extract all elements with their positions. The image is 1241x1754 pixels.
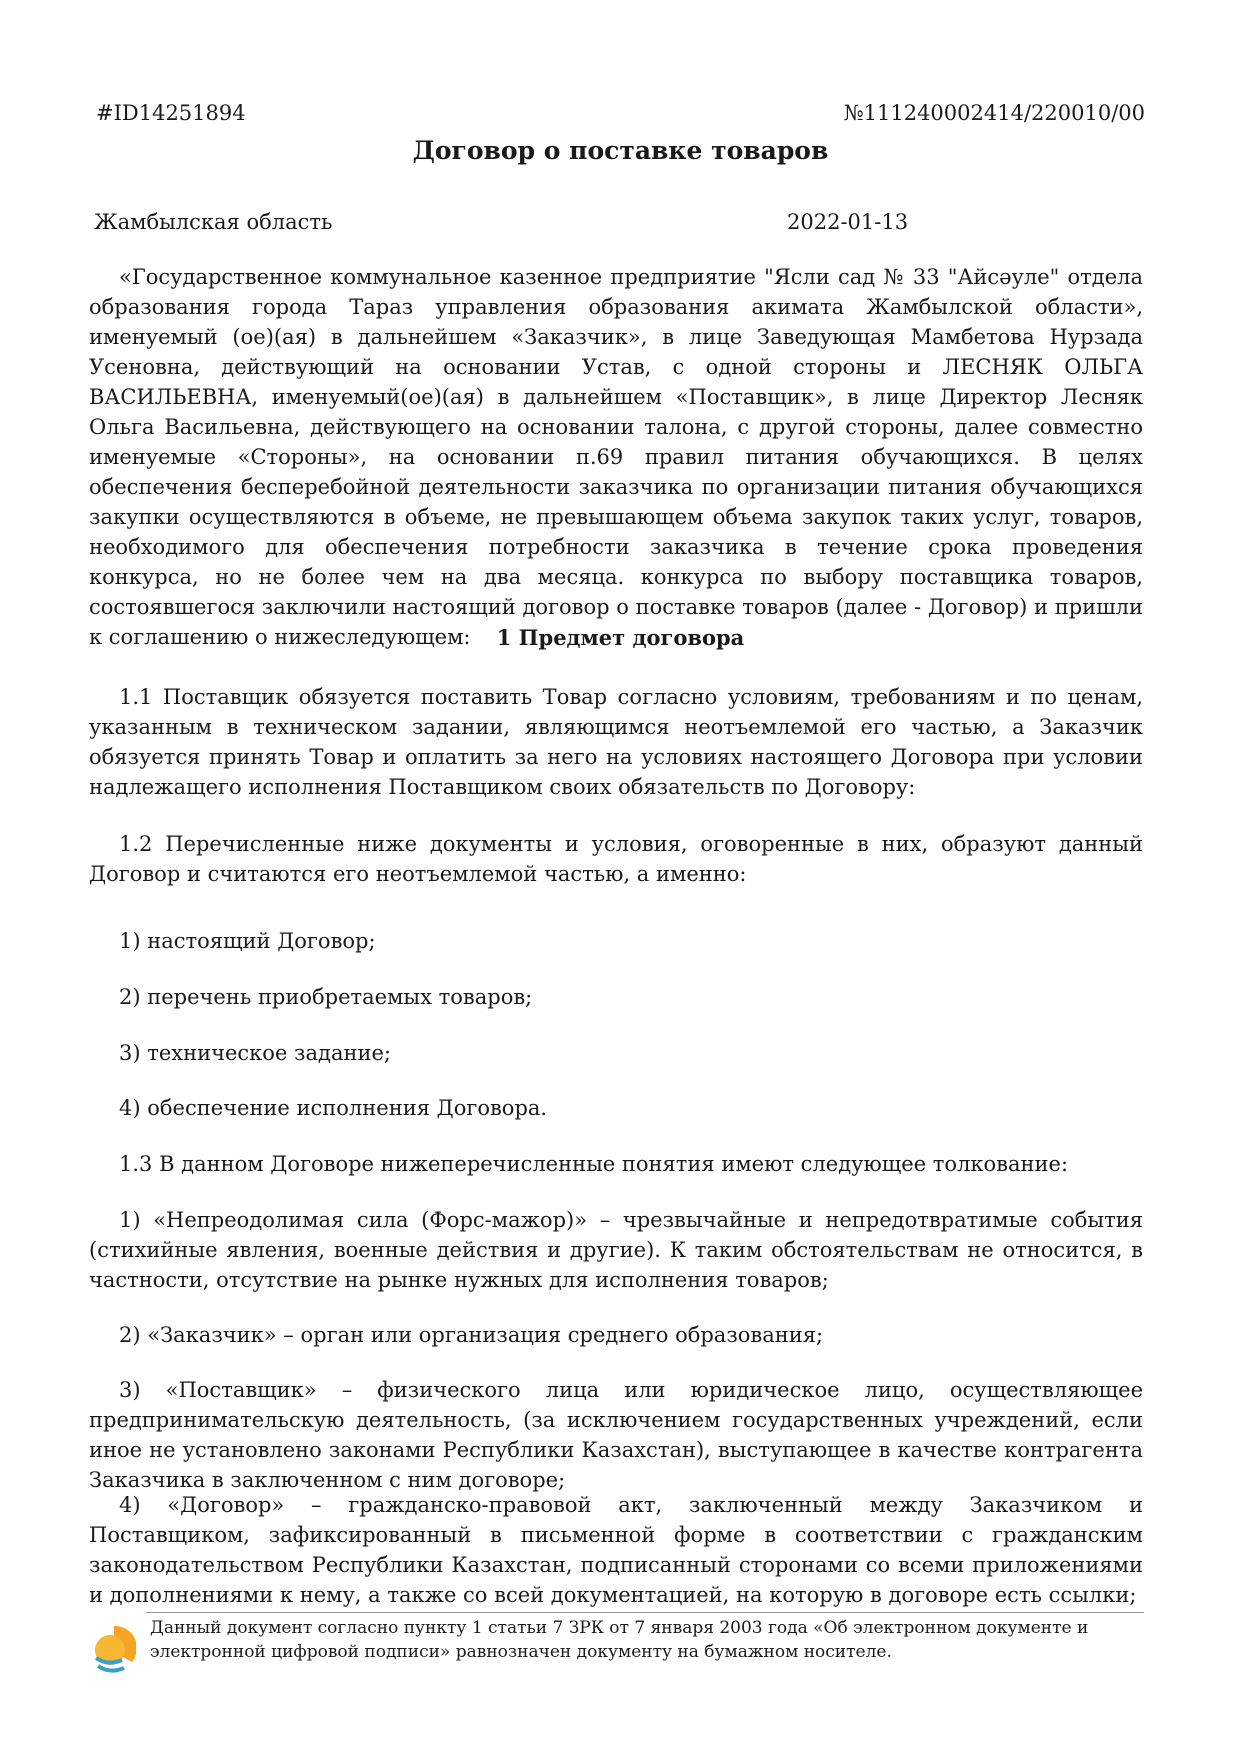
document-id: #ID14251894 bbox=[96, 101, 246, 125]
footer-legal-notice: Данный документ согласно пункту 1 статьи 7 ЗРК от 7 января 2003 года «Об электронном документе и электронной цифровой подписи» равнозначен документу на бумажном носителе. bbox=[150, 1618, 1089, 1662]
definition-item: 2) «Заказчик» – орган или организация среднего образования; bbox=[119, 1323, 824, 1347]
definition-item: 4) «Договор» – гражданско-правовой акт, заключенный между Заказчиком и Поставщиком, зафиксированный в письменной форме в соответствии с гражданским законодательством Республики Казахстан, подписанный сторонами со всеми приложениями и дополнениями к нему, а также со всей документацией, на которую в договоре есть ссылки; bbox=[89, 1493, 1143, 1607]
section-1-heading: 1 Предмет договора bbox=[496, 625, 745, 650]
clause-1-3: 1.3 В данном Договоре нижеперечисленные понятия имеют следующее толкование: bbox=[119, 1152, 1069, 1176]
doc-list-item: 4) обеспечение исполнения Договора. bbox=[119, 1096, 548, 1120]
intro-paragraph: «Государственное коммунальное казенное предприятие "Ясли сад № 33 "Айсәуле" отдела образования города Тараз управления образования акимата Жамбылской области», именуемый (ое)(ая) в дальнейшем «Заказчик», в лице Заведующая Мамбетова Нурзада Усеновна, действующий на основании Устав, с одной стороны и ЛЕСНЯК ОЛЬГА ВАСИЛЬЕВНА, именуемый(ое)(ая) в дальнейшем «Поставщик», в лице Директор Лесняк Ольга Васильевна, действующего на основании талона, с другой стороны, далее совместно именуемые «Стороны», на основании п.69 правил питания обучающихся. В целях обеспечения бесперебойной деятельности заказчика по организации питания обучающихся закупки осуществляются в объеме, не превышающем объема закупок таких услуг, товаров, необходимого для обеспечения потребности заказчика в течение срока проведения конкурса, но не более чем на два месяца. конкурса по выбору поставщика товаров, состоявшегося заключили настоящий договор о поставке товаров (далее - Договор) и пришли к соглашению о нижеследующем: bbox=[89, 265, 1143, 649]
contract-number: №111240002414/220010/00 bbox=[843, 101, 1145, 125]
egov-sun-logo-icon bbox=[92, 1622, 136, 1676]
doc-list-item: 3) техническое задание; bbox=[119, 1041, 391, 1065]
clause-1-1: 1.1 Поставщик обязуется поставить Товар согласно условиям, требованиям и по ценам, указанным в техническом задании, являющимся неотъемлемой его частью, а Заказчик обязуется принять Товар и оплатить за него на условиях настоящего Договора при условии надлежащего исполнения Поставщиком своих обязательств по Договору: bbox=[89, 685, 1143, 799]
doc-list-item: 2) перечень приобретаемых товаров; bbox=[119, 985, 533, 1009]
document-title: Договор о поставке товаров bbox=[412, 136, 829, 165]
definition-item: 3) «Поставщик» – физического лица или юридическое лицо, осуществляющее предпринимательскую деятельность, (за исключением государственных учреждений, если иное не установлено законами Республики Казахстан), выступающее в качестве контрагента Заказчика в заключенном с ним договоре; bbox=[89, 1378, 1143, 1492]
clause-1-2: 1.2 Перечисленные ниже документы и условия, оговоренные в них, образуют данный Договор и считаются его неотъемлемой частью, а именно: bbox=[89, 832, 1143, 886]
contract-region: Жамбылская область bbox=[94, 210, 333, 234]
footer-divider bbox=[146, 1612, 1144, 1613]
definition-item: 1) «Непреодолимая сила (Форс-мажор)» – чрезвычайные и непредотвратимые события (стихийные явления, военные действия и другие). К таким обстоятельствам не относится, в частности, отсутствие на рынке нужных для исполнения товаров; bbox=[89, 1208, 1143, 1292]
doc-list-item: 1) настоящий Договор; bbox=[119, 929, 376, 953]
contract-date: 2022-01-13 bbox=[787, 210, 909, 234]
